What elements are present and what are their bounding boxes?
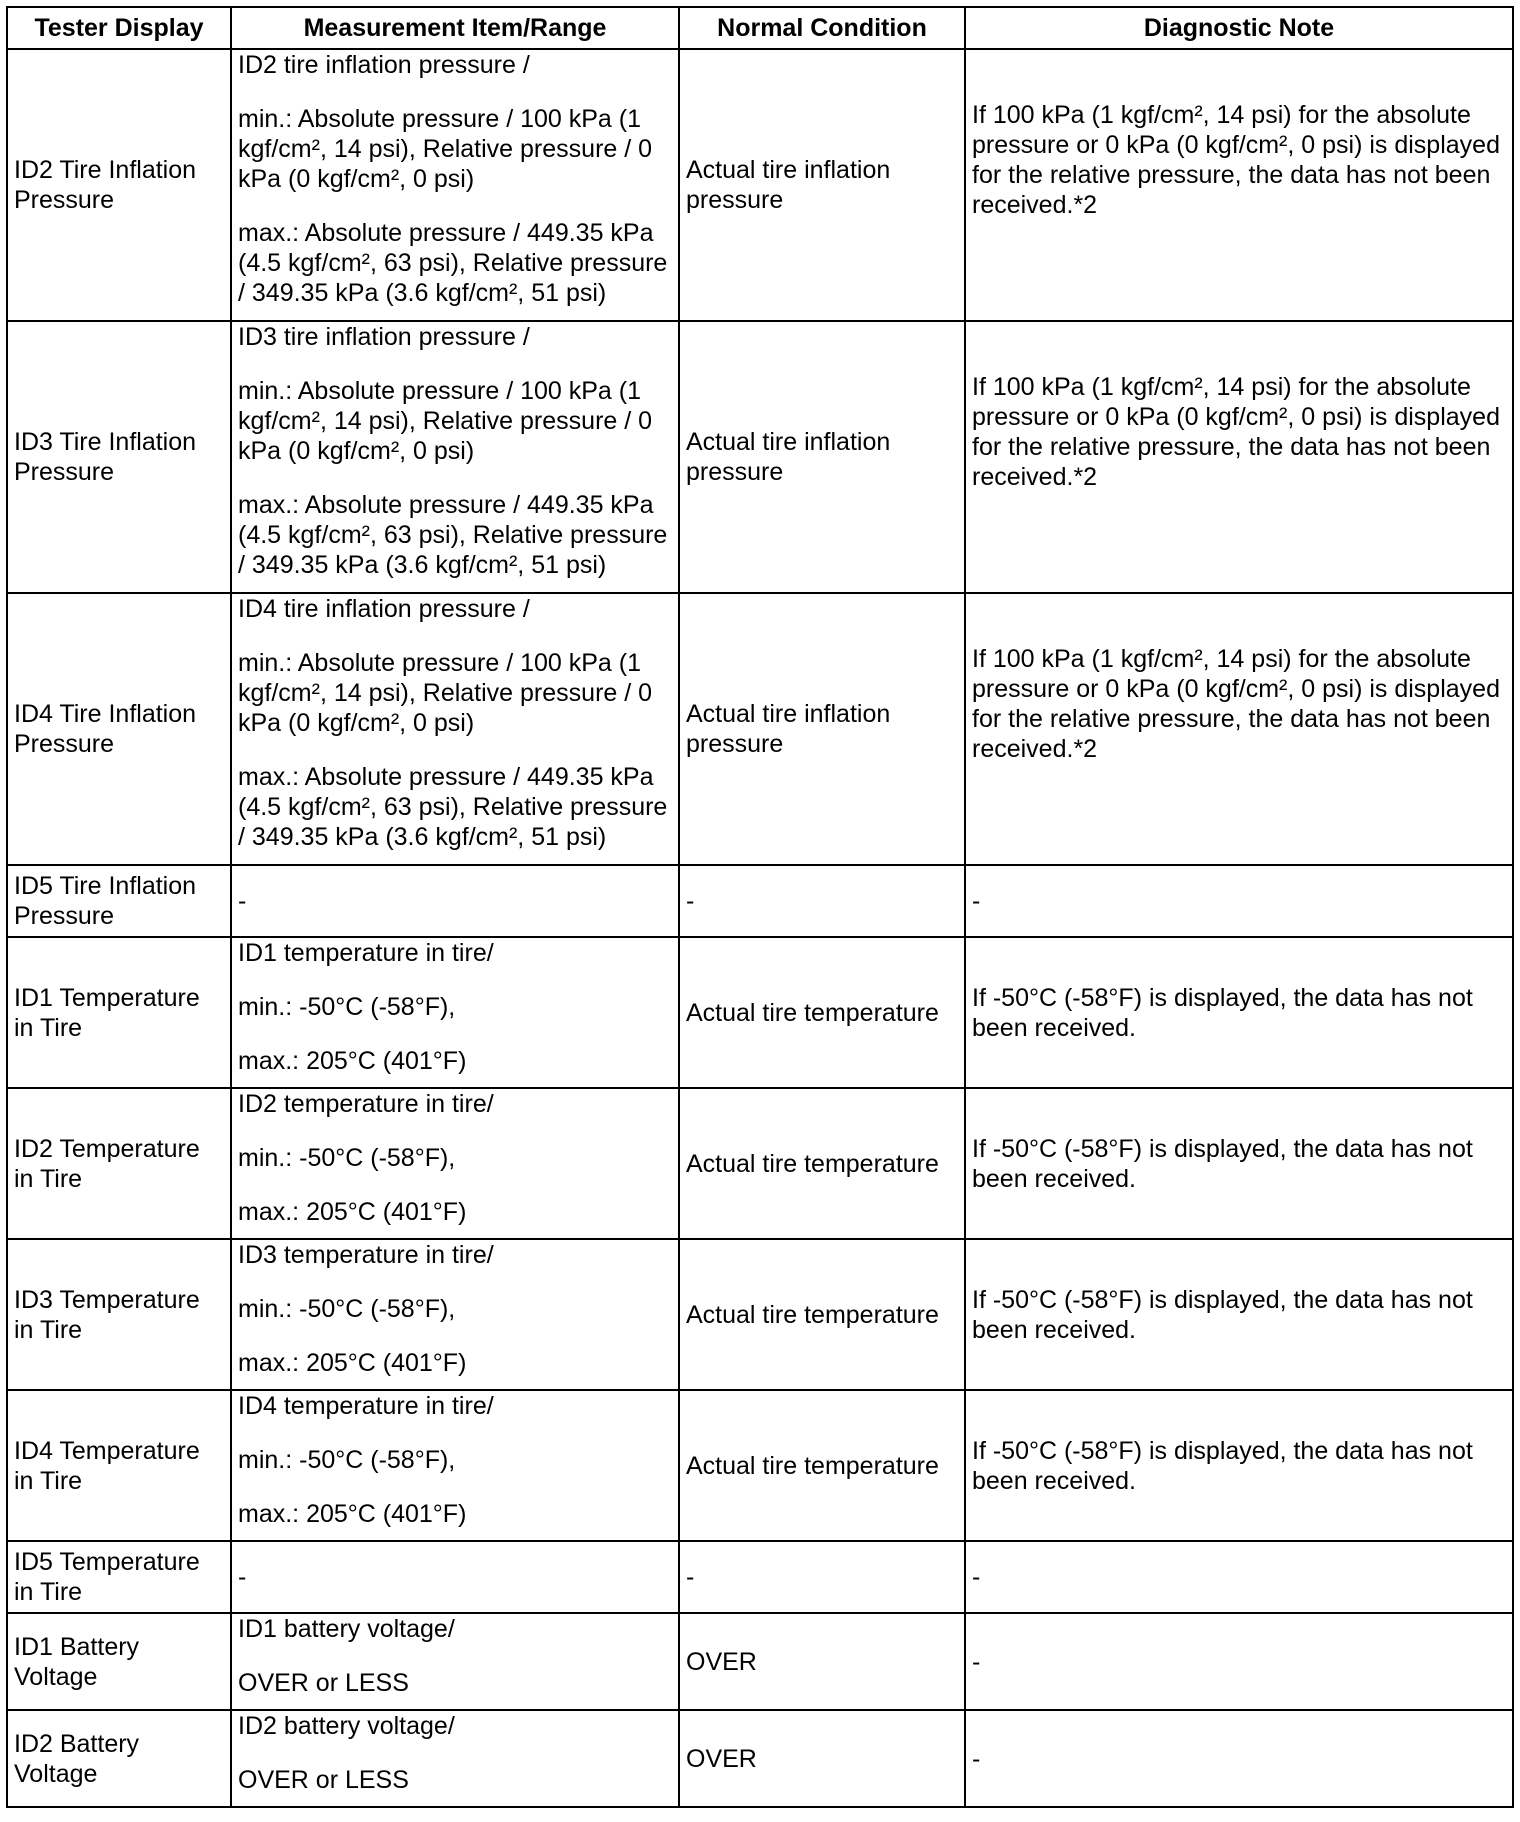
range-title: ID3 temperature in tire/ xyxy=(238,1241,494,1269)
table-row xyxy=(7,1239,1513,1390)
table-row xyxy=(7,865,1513,937)
normal-condition-cell: Actual tire inflation pressure xyxy=(679,321,965,593)
normal-condition-cell: Actual tire inflation pressure xyxy=(679,49,965,321)
header-row xyxy=(7,7,1513,49)
range-values: OVER or LESS xyxy=(238,1766,409,1794)
range-min: min.: Absolute pressure / 100 kPa (1 kgf/cm², 14 psi), Relative pressure / 0 kPa (0 kgf/cm², 0 psi) xyxy=(238,649,653,737)
range-title: ID3 tire inflation pressure / xyxy=(238,323,530,351)
diagnostic-note-text: If 100 kPa (1 kgf/cm², 14 psi) for the absolute pressure or 0 kPa (0 kgf/cm², 0 psi) is displayed for the relative pressure, the data has not been received.*2 xyxy=(972,101,1500,219)
header-measurement-range: Measurement Item/Range xyxy=(231,7,679,49)
diagnostic-data-table xyxy=(6,6,1514,1808)
measurement-range-cell xyxy=(231,937,679,1088)
table-row xyxy=(7,1541,1513,1613)
range-min: min.: Absolute pressure / 100 kPa (1 kgf/cm², 14 psi), Relative pressure / 0 kPa (0 kgf/cm², 0 psi) xyxy=(238,377,653,465)
range-min: min.: -50°C (-58°F), xyxy=(238,1295,456,1323)
tester-display-cell: ID4 Tire Inflation Pressure xyxy=(7,593,231,865)
range-title: ID1 battery voltage/ xyxy=(238,1615,455,1643)
table-row xyxy=(7,1088,1513,1239)
range-min: min.: -50°C (-58°F), xyxy=(238,1144,456,1172)
normal-condition-cell: - xyxy=(679,865,965,937)
table-row xyxy=(7,321,1513,593)
range-title: ID2 temperature in tire/ xyxy=(238,1090,494,1118)
range-max: max.: Absolute pressure / 449.35 kPa (4.5 kgf/cm², 63 psi), Relative pressure / 349.35 kPa (3.6 kgf/cm², 51 psi) xyxy=(238,219,668,307)
tester-display-cell: ID2 Battery Voltage xyxy=(7,1710,231,1807)
table-row xyxy=(7,593,1513,865)
diagnostic-note-cell: - xyxy=(965,1541,1513,1613)
tester-display-cell: ID5 Tire Inflation Pressure xyxy=(7,865,231,937)
normal-condition-cell: Actual tire temperature xyxy=(679,1088,965,1239)
range-values: OVER or LESS xyxy=(238,1669,409,1697)
diagnostic-note-cell: If -50°C (-58°F) is displayed, the data has not been received. xyxy=(965,1239,1513,1390)
range-min: min.: Absolute pressure / 100 kPa (1 kgf/cm², 14 psi), Relative pressure / 0 kPa (0 kgf/cm², 0 psi) xyxy=(238,105,653,193)
range-max: max.: Absolute pressure / 449.35 kPa (4.5 kgf/cm², 63 psi), Relative pressure / 349.35 kPa (3.6 kgf/cm², 51 psi) xyxy=(238,763,668,851)
diagnostic-note-cell: If -50°C (-58°F) is displayed, the data has not been received. xyxy=(965,1088,1513,1239)
diagnostic-note-cell xyxy=(965,593,1513,865)
table-row xyxy=(7,937,1513,1088)
normal-condition-cell: Actual tire temperature xyxy=(679,1239,965,1390)
measurement-range-cell: - xyxy=(231,1541,679,1613)
normal-condition-cell: OVER xyxy=(679,1710,965,1807)
header-normal-condition: Normal Condition xyxy=(679,7,965,49)
normal-condition-cell: Actual tire temperature xyxy=(679,937,965,1088)
measurement-range-cell xyxy=(231,49,679,321)
diagnostic-note-cell: If -50°C (-58°F) is displayed, the data has not been received. xyxy=(965,937,1513,1088)
tester-display-cell: ID3 Tire Inflation Pressure xyxy=(7,321,231,593)
tester-display-cell: ID4 Temperature in Tire xyxy=(7,1390,231,1541)
diagnostic-note-cell: - xyxy=(965,1613,1513,1710)
tester-display-cell: ID2 Temperature in Tire xyxy=(7,1088,231,1239)
diagnostic-note-text: If 100 kPa (1 kgf/cm², 14 psi) for the absolute pressure or 0 kPa (0 kgf/cm², 0 psi) is displayed for the relative pressure, the data has not been received.*2 xyxy=(972,373,1500,491)
range-min: min.: -50°C (-58°F), xyxy=(238,1446,456,1474)
tester-display-cell: ID1 Battery Voltage xyxy=(7,1613,231,1710)
range-max: max.: 205°C (401°F) xyxy=(238,1500,467,1528)
normal-condition-cell: Actual tire temperature xyxy=(679,1390,965,1541)
diagnostic-note-cell xyxy=(965,321,1513,593)
table-row xyxy=(7,1390,1513,1541)
diagnostic-note-cell xyxy=(965,49,1513,321)
range-max: max.: 205°C (401°F) xyxy=(238,1198,467,1226)
range-max: max.: 205°C (401°F) xyxy=(238,1349,467,1377)
range-max: max.: 205°C (401°F) xyxy=(238,1047,467,1075)
table-row xyxy=(7,1710,1513,1807)
range-title: ID4 temperature in tire/ xyxy=(238,1392,494,1420)
header-tester-display: Tester Display xyxy=(7,7,231,49)
diagnostic-note-cell: - xyxy=(965,1710,1513,1807)
tester-display-cell: ID3 Temperature in Tire xyxy=(7,1239,231,1390)
range-title: ID2 tire inflation pressure / xyxy=(238,51,530,79)
range-title: ID4 tire inflation pressure / xyxy=(238,595,530,623)
header-diagnostic-note: Diagnostic Note xyxy=(965,7,1513,49)
table-body xyxy=(7,49,1513,1807)
diagnostic-note-cell: If -50°C (-58°F) is displayed, the data has not been received. xyxy=(965,1390,1513,1541)
table-header xyxy=(7,7,1513,49)
tester-display-cell: ID2 Tire Inflation Pressure xyxy=(7,49,231,321)
tester-display-cell: ID1 Temperature in Tire xyxy=(7,937,231,1088)
measurement-range-cell xyxy=(231,1613,679,1710)
diagnostic-note-text: If 100 kPa (1 kgf/cm², 14 psi) for the absolute pressure or 0 kPa (0 kgf/cm², 0 psi) is displayed for the relative pressure, the data has not been received.*2 xyxy=(972,645,1500,763)
measurement-range-cell xyxy=(231,593,679,865)
range-max: max.: Absolute pressure / 449.35 kPa (4.5 kgf/cm², 63 psi), Relative pressure / 349.35 kPa (3.6 kgf/cm², 51 psi) xyxy=(238,491,668,579)
normal-condition-cell: Actual tire inflation pressure xyxy=(679,593,965,865)
measurement-range-cell xyxy=(231,1088,679,1239)
range-title: ID1 temperature in tire/ xyxy=(238,939,494,967)
measurement-range-cell xyxy=(231,1710,679,1807)
measurement-range-cell: - xyxy=(231,865,679,937)
measurement-range-cell xyxy=(231,321,679,593)
range-min: min.: -50°C (-58°F), xyxy=(238,993,456,1021)
diagnostic-note-cell: - xyxy=(965,865,1513,937)
measurement-range-cell xyxy=(231,1239,679,1390)
range-title: ID2 battery voltage/ xyxy=(238,1712,455,1740)
table-row xyxy=(7,49,1513,321)
normal-condition-cell: - xyxy=(679,1541,965,1613)
tester-display-cell: ID5 Temperature in Tire xyxy=(7,1541,231,1613)
normal-condition-cell: OVER xyxy=(679,1613,965,1710)
measurement-range-cell xyxy=(231,1390,679,1541)
table-row xyxy=(7,1613,1513,1710)
